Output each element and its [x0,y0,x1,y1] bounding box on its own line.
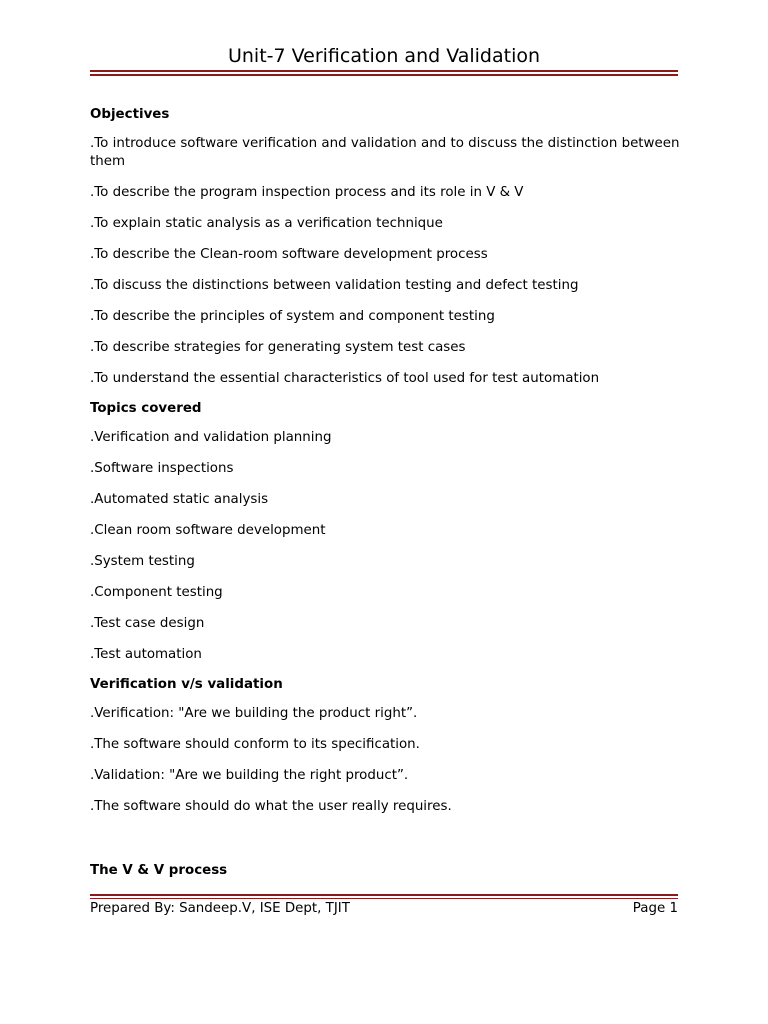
footer-rule-top [90,894,678,896]
topics-heading: Topics covered [90,401,202,416]
topic-item: .System testing [90,554,195,569]
objective-item: .To explain static analysis as a verification technique [90,216,443,231]
page-title: Unit-7 Verification and Validation [227,45,541,67]
footer-rule-bottom [90,898,678,899]
document-body [90,104,680,891]
objective-item: .To understand the essential characteristics of tool used for test automation [90,371,600,386]
vv-item: .Verification: "Are we building the product right”. [90,706,418,721]
vv-item: .The software should do what the user really requires. [90,799,452,814]
vv-heading: Verification v/s validation [90,677,283,692]
topic-item: .Clean room software development [90,523,326,538]
process-heading: The V & V process [90,863,228,878]
topic-item: .Component testing [90,585,223,600]
footer-prepared-by: Prepared By: Sandeep.V, ISE Dept, TJIT [90,901,350,916]
header-rule-top [90,70,678,72]
objective-item: .To introduce software verification and validation and to discuss the distinction between them [90,136,680,169]
objective-item: .To discuss the distinctions between validation testing and defect testing [90,278,579,293]
objective-item: .To describe the program inspection process and its role in V & V [90,185,524,200]
vv-item: .The software should conform to its specification. [90,737,420,752]
objective-item: .To describe the principles of system and component testing [90,309,495,324]
header-rule-bottom [90,74,678,76]
objective-item: .To describe strategies for generating system test cases [90,340,466,355]
vv-item: .Validation: "Are we building the right product”. [90,768,409,783]
objectives-heading: Objectives [90,107,170,122]
topic-item: .Test automation [90,647,202,662]
topic-item: .Software inspections [90,461,234,476]
page-footer [90,900,678,918]
topic-item: .Test case design [90,616,205,631]
topic-item: .Automated static analysis [90,492,269,507]
topic-item: .Verification and validation planning [90,430,332,445]
footer-page-number: Page 1 [632,901,678,916]
objective-item: .To describe the Clean-room software development process [90,247,488,262]
